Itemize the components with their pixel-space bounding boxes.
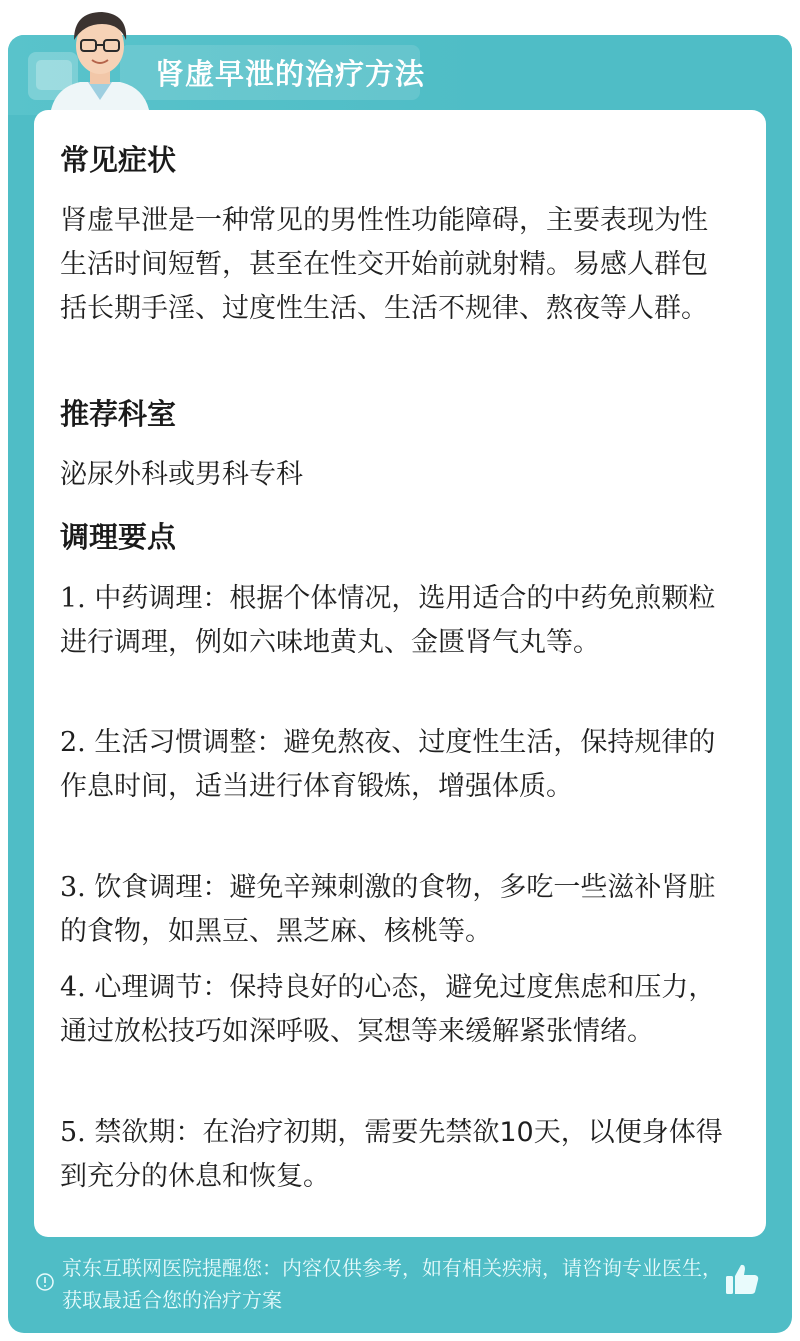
page-title: 肾虚早泄的治疗方法: [155, 57, 426, 91]
list-item: [60, 721, 730, 809]
info-icon: [36, 1273, 54, 1291]
thumbs-up-icon[interactable]: [724, 1262, 760, 1296]
section-heading-department: 推荐科室: [60, 397, 177, 431]
list-item: [60, 1111, 730, 1199]
list-item: [60, 866, 730, 954]
list-item-text: 中药调理：根据个体情况，选用适合的中药免煎颗粒进行调理，例如六味地黄丸、金匮肾气丸等。: [60, 583, 716, 658]
list-item: [60, 966, 730, 1054]
list-item-number: 1.: [60, 583, 86, 614]
list-item-text: 饮食调理：避免辛辣刺激的食物，多吃一些滋补肾脏的食物，如黑豆、黑芝麻、核桃等。: [60, 872, 716, 947]
disclaimer-text: 京东互联网医院提醒您：内容仅供参考，如有相关疾病，请咨询专业医生，获取最适合您的治疗方案: [62, 1256, 722, 1312]
list-item-number: 2.: [60, 727, 86, 758]
section-heading-care-points: 调理要点: [60, 520, 177, 554]
list-item-number: 3.: [60, 872, 86, 903]
list-item-number: 5.: [60, 1117, 86, 1148]
symptoms-text: 肾虚早泄是一种常见的男性性功能障碍，主要表现为性生活时间短暂，甚至在性交开始前就射精。易感人群包括长期手淫、过度性生活、生活不规律、熬夜等人群。: [60, 205, 708, 324]
doctor-avatar-icon: [40, 0, 160, 115]
section-heading-symptoms: 常见症状: [60, 143, 177, 177]
list-item: [60, 577, 730, 665]
list-item-number: 4.: [60, 972, 86, 1003]
list-item-text: 禁欲期：在治疗初期，需要先禁欲10天，以便身体得到充分的休息和恢复。: [60, 1117, 723, 1192]
list-item-text: 生活习惯调整：避免熬夜、过度性生活，保持规律的作息时间，适当进行体育锻炼，增强体质。: [60, 727, 716, 802]
list-item-text: 心理调节：保持良好的心态，避免过度焦虑和压力，通过放松技巧如深呼吸、冥想等来缓解紧张情绪。: [60, 972, 716, 1047]
department-text: 泌尿外科或男科专科: [60, 459, 303, 490]
